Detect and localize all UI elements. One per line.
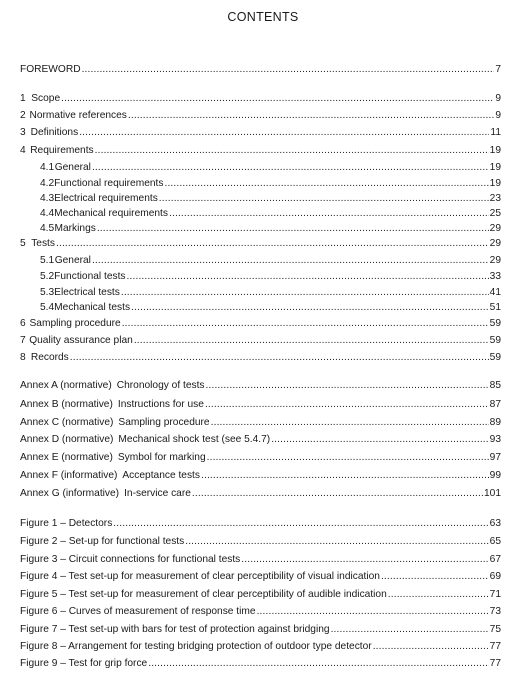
annex-label: Annex F (informative) [20,470,118,481]
toc-entry-text: Mechanical requirements [54,208,168,219]
dot-leader [185,535,488,549]
dot-leader [122,317,489,331]
toc-entry-general[interactable] [40,161,501,175]
toc-entry-page: 33 [489,271,501,282]
toc-entry-number: 4.3 [40,193,55,204]
toc-entry-mechanical-tests[interactable] [40,301,501,315]
toc-figure-1[interactable] [20,517,501,531]
toc-entry-text: Electrical requirements [54,193,158,204]
dot-leader [164,177,488,191]
annex-page: 97 [489,452,501,463]
annex-label: Annex G (informative) [20,488,120,499]
annex-text: Acceptance tests [122,470,200,481]
toc-annex-g[interactable] [20,487,501,501]
dot-leader [201,469,489,483]
toc-entry-number: 4.1 [40,162,55,173]
dot-leader [70,351,489,365]
toc-entry-tests-general[interactable] [40,254,501,268]
page-title: CONTENTS [227,10,299,24]
toc-entry-number: 6 [20,318,26,329]
annex-page: 101 [484,488,501,499]
toc-entry-mechanical-requirements[interactable] [40,207,501,221]
toc-entry-number: 3 [20,127,26,138]
dot-leader [121,286,489,300]
dot-leader [92,161,489,175]
toc-entry-text: Electrical tests [54,287,120,298]
dot-leader [113,517,488,531]
annex-text: Instructions for use [117,399,204,410]
dot-leader [381,570,489,584]
dot-leader [61,92,494,106]
toc-entry-page: 25 [489,208,501,219]
figure-text: Figure 8 – Arrangement for testing bridging protection of outdoor type detector [20,641,372,652]
toc-entry-page: 29 [489,255,501,266]
dot-leader [257,605,489,619]
toc-entry-number: 4.5 [40,223,55,234]
toc-entry-page: 19 [489,145,501,156]
annex-text: In-service care [124,488,191,499]
toc-figure-2[interactable] [20,535,501,549]
toc-entry-page: 29 [489,238,501,249]
figure-text: Figure 7 – Test set-up with bars for test of protection against bridging [20,624,330,635]
toc-annex-f[interactable] [20,469,501,483]
dot-leader [56,237,489,251]
dot-leader [79,126,489,140]
figure-text: Figure 1 – Detectors [20,518,113,529]
figure-page: 75 [489,624,501,635]
toc-annex-c[interactable] [20,416,501,430]
toc-entry-text: Definitions [30,127,79,138]
toc-annex-d[interactable] [20,433,501,447]
dot-leader [95,144,489,158]
toc-entry-page: 41 [489,287,501,298]
figure-page: 65 [489,536,501,547]
toc-annex-a[interactable] [20,379,501,393]
toc-figure-5[interactable] [20,588,501,602]
toc-entry-number: 5.3 [40,287,55,298]
dot-leader [241,553,488,567]
toc-entry-functional-tests[interactable] [40,270,501,284]
toc-entry-number: 4 [20,145,26,156]
toc-figure-6[interactable] [20,605,501,619]
toc-entry-text: Records [30,352,69,363]
toc-entry-page: 9 [495,93,501,104]
toc-entry-electrical-tests[interactable] [40,286,501,300]
annex-label: Annex C (normative) [20,417,114,428]
dot-leader [205,398,489,412]
annex-page: 87 [489,399,501,410]
dot-leader [131,301,489,315]
figure-page: 77 [489,658,501,669]
figure-page: 67 [489,554,501,565]
annex-page: 85 [489,380,501,391]
toc-entry-requirements[interactable] [20,144,501,158]
annex-text: Mechanical shock test (see 5.4.7) [118,434,271,445]
toc-entry-number: 2 [20,110,26,121]
toc-entry-number: 5.4 [40,302,55,313]
dot-leader [207,451,489,465]
toc-entry-page: 23 [489,193,501,204]
figure-page: 73 [489,606,501,617]
dot-leader [169,207,489,221]
figure-text: Figure 6 – Curves of measurement of response time [20,606,256,617]
toc-entry-text: Functional requirements [54,178,164,189]
figure-text: Figure 9 – Test for grip force [20,658,148,669]
dot-leader [271,433,488,447]
figure-page: 69 [489,571,501,582]
toc-figure-4[interactable] [20,570,501,584]
dot-leader [211,416,489,430]
annex-label: Annex E (normative) [20,452,113,463]
toc-entry-number: 1 [20,93,26,104]
toc-entry-sampling-procedure[interactable] [20,317,501,331]
toc-entry-page: 59 [489,335,501,346]
toc-entry-markings[interactable] [40,222,501,236]
toc-entry-text: Sampling procedure [29,318,121,329]
annex-page: 89 [489,417,501,428]
toc-entry-text: Functional tests [54,271,126,282]
toc-entry-page: 7 [495,64,501,75]
figure-text: Figure 5 – Test set-up for measurement of clear perceptibility of audible indication [20,589,387,600]
toc-entry-number: 7 [20,335,26,346]
toc-entry-number: 5 [20,238,26,249]
dot-leader [373,640,489,654]
toc-entry-scope[interactable] [20,92,501,106]
toc-entry-text: Mechanical tests [54,302,131,313]
toc-entry-number: 8 [20,352,26,363]
toc-entry-page: 19 [489,178,501,189]
dot-leader [148,657,488,671]
toc-entry-text: Tests [31,238,55,249]
annex-text: Sampling procedure [118,417,210,428]
toc-entry-text: Requirements [30,145,94,156]
toc-entry-tests[interactable] [20,237,501,251]
toc-entry-page: 19 [489,162,501,173]
toc-entry-number: 5.2 [40,271,55,282]
toc-entry-text: FOREWORD [20,64,81,75]
dot-leader [127,270,489,284]
toc-entry-text: Quality assurance plan [29,335,133,346]
toc-figure-3[interactable] [20,553,501,567]
toc-entry-page: 51 [489,302,501,313]
toc-annex-e[interactable] [20,451,501,465]
toc-entry-foreword[interactable] [20,63,501,77]
toc-entry-page: 29 [489,223,501,234]
toc-entry-page: 59 [489,318,501,329]
annex-page: 99 [489,470,501,481]
toc-entry-text: Scope [31,93,61,104]
annex-label: Annex D (normative) [20,434,114,445]
toc-entry-page: 59 [489,352,501,363]
annex-label: Annex A (normative) [20,380,112,391]
annex-text: Symbol for marking [117,452,206,463]
toc-entry-quality-assurance-plan[interactable] [20,334,501,348]
figure-page: 77 [489,641,501,652]
dot-leader [134,334,489,348]
figure-text: Figure 2 – Set-up for functional tests [20,536,185,547]
toc-entry-text: General [54,255,91,266]
dot-leader [159,192,489,206]
toc-figure-9[interactable] [20,657,501,671]
toc-entry-definitions[interactable] [20,126,501,140]
toc-entry-text: Markings [54,223,96,234]
figure-text: Figure 3 – Circuit connections for functional tests [20,554,241,565]
toc-entry-functional-requirements[interactable] [40,177,501,191]
toc-figure-8[interactable] [20,640,501,654]
toc-entry-text: General [54,162,91,173]
annex-text: Chronology of tests [116,380,205,391]
dot-leader [192,487,483,501]
toc-entry-number: 5.1 [40,255,55,266]
toc-entry-electrical-requirements[interactable] [40,192,501,206]
dot-leader [331,623,489,637]
dot-leader [128,109,494,123]
annex-label: Annex B (normative) [20,399,113,410]
toc-entry-normative-references[interactable] [20,109,501,123]
figure-page: 71 [489,589,501,600]
dot-leader [388,588,489,602]
toc-entry-page: 9 [495,110,501,121]
dot-leader [82,63,495,77]
dot-leader [97,222,489,236]
dot-leader [92,254,489,268]
figure-text: Figure 4 – Test set-up for measurement of clear perceptibility of visual indication [20,571,380,582]
toc-entry-records[interactable] [20,351,501,365]
toc-entry-page: 11 [490,127,501,138]
toc-figure-7[interactable] [20,623,501,637]
dot-leader [206,379,489,393]
annex-page: 93 [489,434,501,445]
toc-entry-number: 4.4 [40,208,55,219]
figure-page: 63 [489,518,501,529]
toc-annex-b[interactable] [20,398,501,412]
toc-entry-number: 4.2 [40,178,55,189]
toc-entry-text: Normative references [29,110,127,121]
